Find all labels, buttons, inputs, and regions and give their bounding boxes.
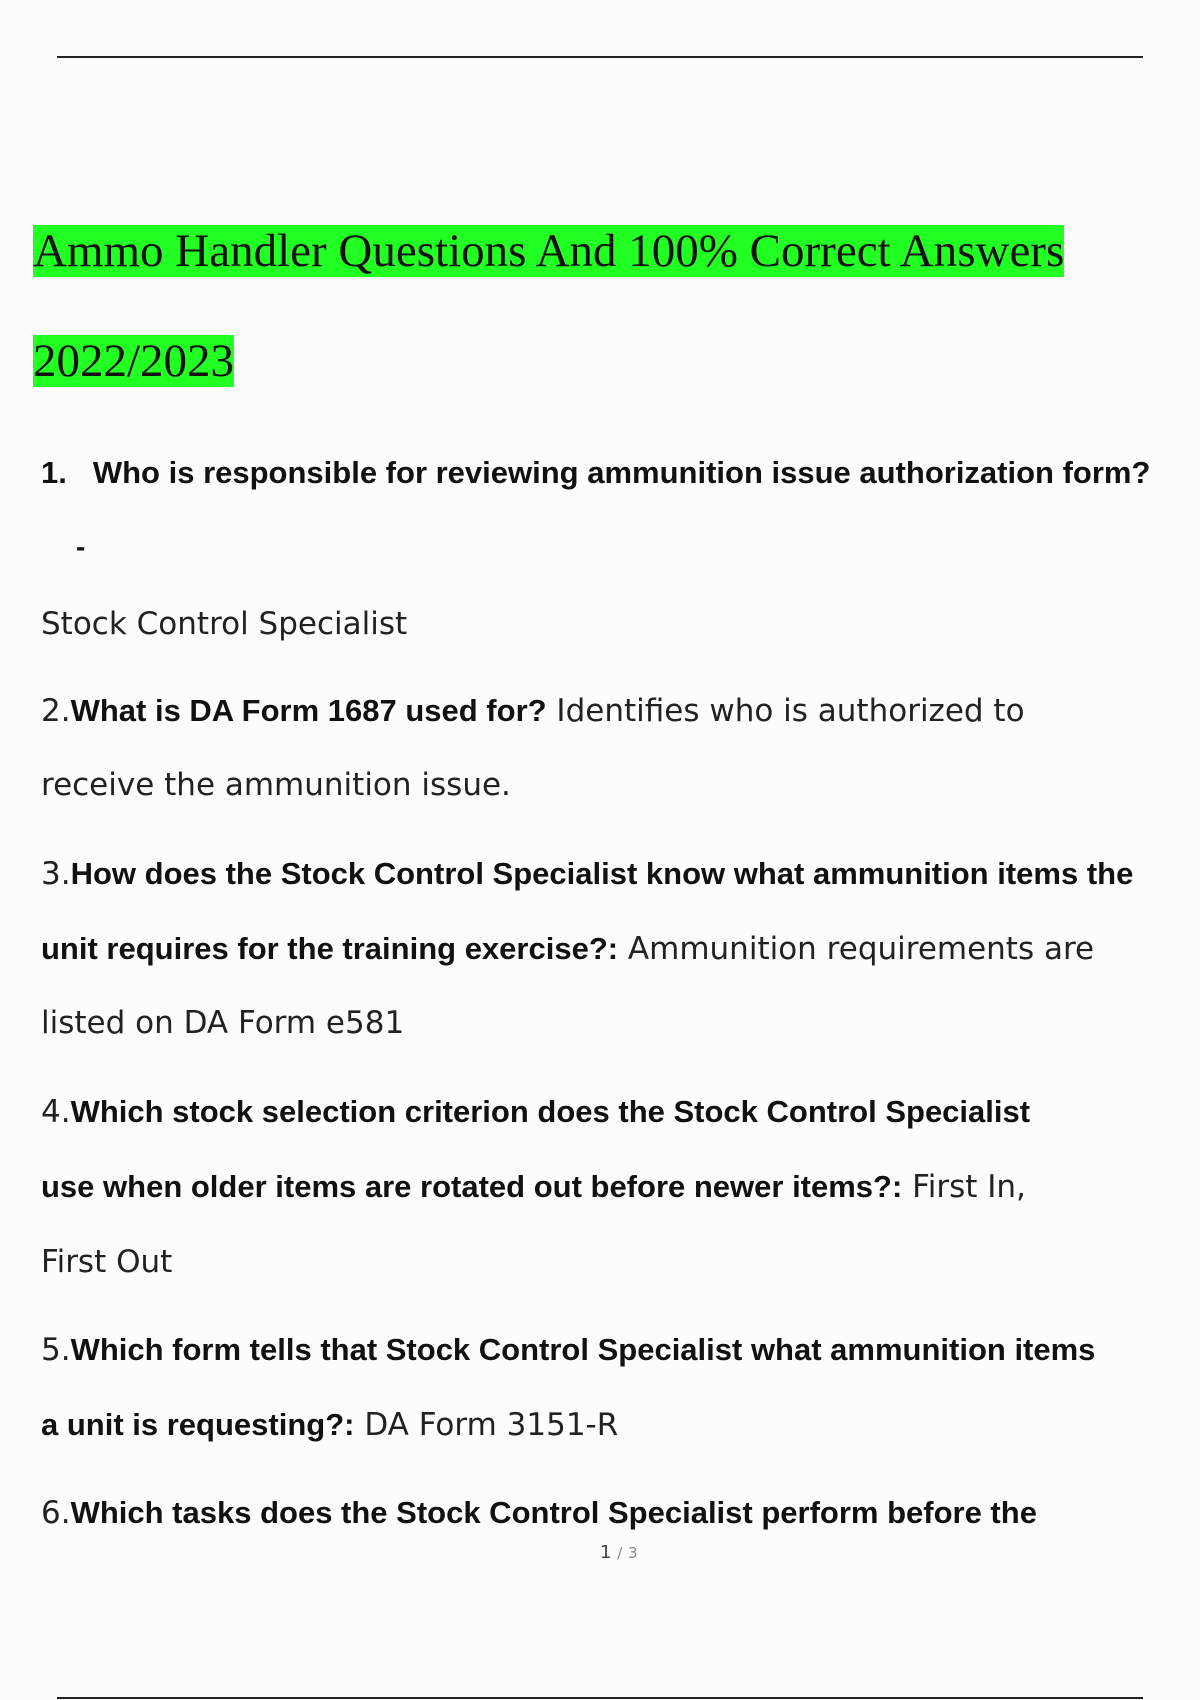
question-text: Who is responsible for reviewing ammunition issue authorization form?: [92, 455, 1151, 490]
question-4-continued: [41, 1169, 1026, 1205]
question-5-continued: [41, 1407, 618, 1443]
question-number: 3.: [41, 856, 71, 892]
top-rule: [57, 56, 1143, 58]
document-title-line-1: [31, 224, 1066, 278]
question-1: [41, 455, 1150, 491]
answer-2-continued: receive the ammunition issue.: [41, 767, 511, 803]
question-text: a unit is requesting?:: [41, 1407, 355, 1442]
answer-text: DA Form 3151-R: [354, 1407, 619, 1443]
answer-dash: -: [76, 531, 86, 562]
question-number: 6.: [41, 1495, 71, 1531]
question-text: How does the Stock Control Specialist know what ammunition items the: [70, 856, 1134, 891]
question-text: Which form tells that Stock Control Specialist what ammunition items: [70, 1332, 1096, 1367]
answer-text: Ammunition requirements are: [618, 931, 1095, 967]
answer-1: Stock Control Specialist: [41, 606, 408, 642]
question-text: What is DA Form 1687 used for?: [70, 693, 547, 728]
answer-text: Identifies who is authorized to: [546, 693, 1025, 729]
page-indicator: [600, 1542, 638, 1563]
question-text: Which stock selection criterion does the Stock Control Specialist: [70, 1094, 1031, 1129]
page-separator: /: [617, 1544, 623, 1562]
question-text: unit requires for the training exercise?:: [41, 931, 619, 966]
bottom-rule: [57, 1697, 1143, 1699]
title-year-highlight: 2022/2023: [33, 335, 235, 387]
question-5: [41, 1332, 1095, 1368]
question-number: 2.: [41, 693, 71, 729]
answer-3-continued: listed on DA Form e581: [41, 1005, 405, 1041]
total-pages: 3: [627, 1544, 638, 1562]
question-6: [41, 1495, 1037, 1531]
current-page: 1: [600, 1542, 612, 1563]
question-3: [41, 856, 1133, 892]
answer-text: First In,: [902, 1169, 1026, 1205]
question-text: Which tasks does the Stock Control Specialist perform before the: [70, 1495, 1037, 1530]
question-number: 5.: [41, 1332, 71, 1368]
question-number: 1.: [41, 455, 67, 490]
document-title-line-2: [31, 334, 236, 388]
question-2: [41, 693, 1025, 729]
question-number: 4.: [41, 1094, 71, 1130]
question-text: use when older items are rotated out before newer items?:: [41, 1169, 903, 1204]
title-highlight: Ammo Handler Questions And 100% Correct Answers: [33, 225, 1065, 277]
question-4: [41, 1094, 1030, 1130]
answer-4-continued: First Out: [41, 1244, 173, 1280]
question-3-continued: [41, 931, 1094, 967]
